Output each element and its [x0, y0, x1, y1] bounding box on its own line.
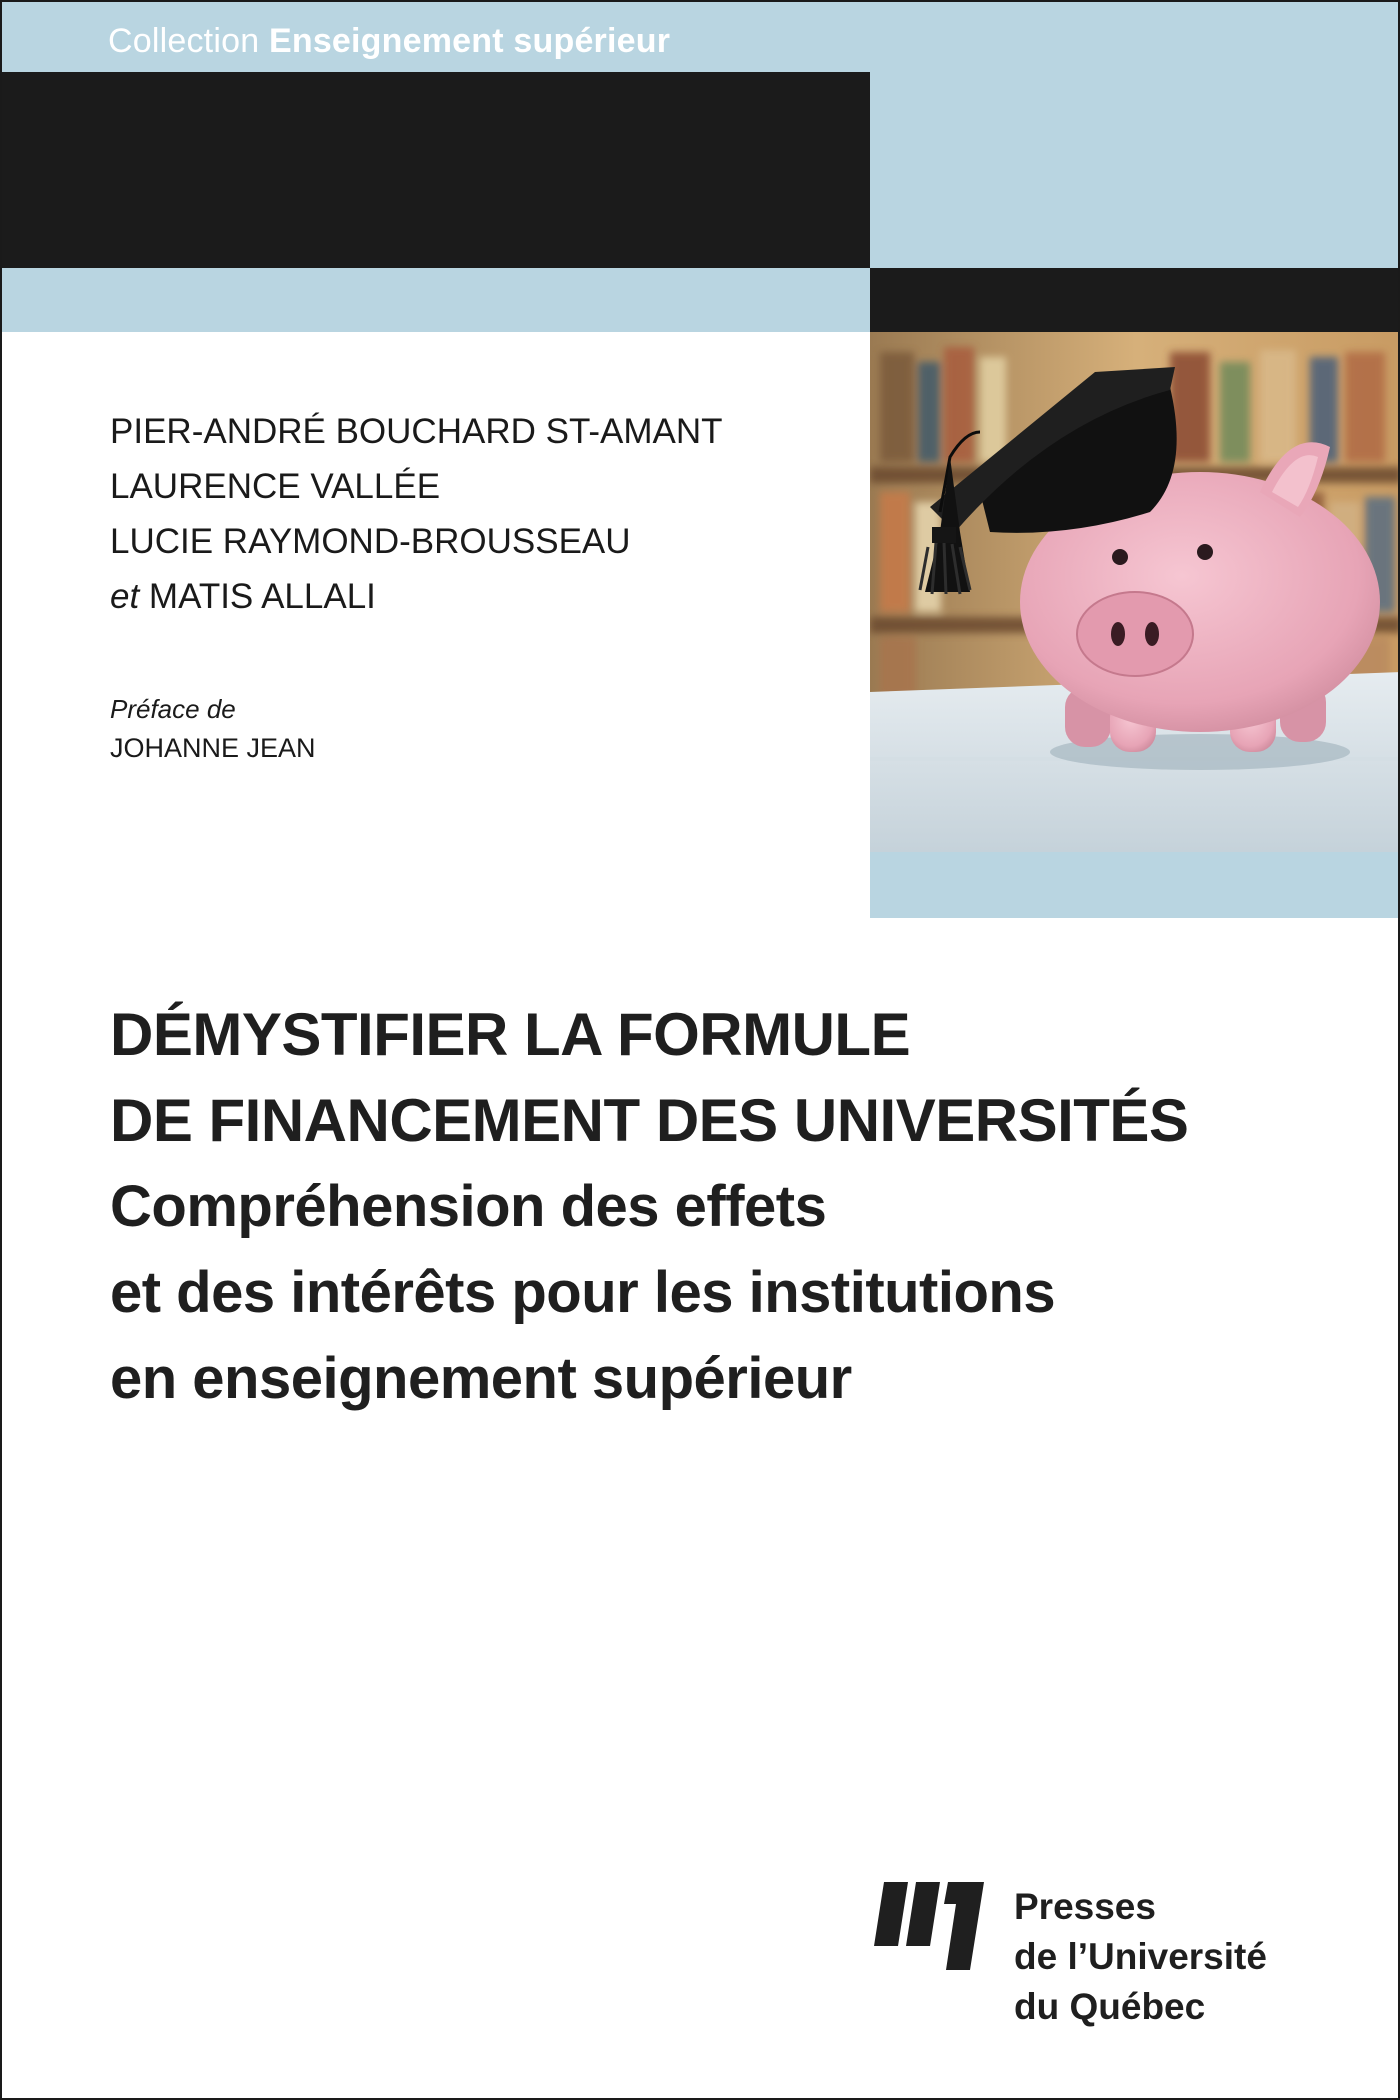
author-3: LUCIE RAYMOND-BROUSSEAU: [110, 522, 631, 561]
author-conjunction: et: [110, 577, 140, 616]
authors-block: [110, 404, 723, 624]
subtitle-line-2: et des intérêts pour les institutions: [110, 1260, 1056, 1325]
title-line-2: DE FINANCEMENT DES UNIVERSITÉS: [110, 1087, 1189, 1154]
collection-label: [108, 22, 670, 61]
publisher-name: [1014, 1882, 1267, 2032]
piggy-bank-photo: [870, 332, 1400, 852]
light-band-under-photo: [870, 852, 1400, 918]
collection-prefix: Collection: [108, 22, 260, 60]
author-4-line: [110, 569, 723, 624]
preface-author: JOHANNE JEAN: [110, 733, 316, 763]
publisher-line-3: du Québec: [1014, 1986, 1206, 2027]
preface-block: [110, 690, 316, 768]
publisher-line-2: de l’Université: [1014, 1936, 1267, 1977]
light-band-left: [2, 268, 870, 332]
subtitle-line-3: en enseignement supérieur: [110, 1346, 852, 1411]
dark-band-right: [870, 268, 1400, 332]
collection-name: Enseignement supérieur: [268, 22, 671, 60]
author-1: PIER-ANDRÉ BOUCHARD ST-AMANT: [110, 412, 723, 451]
light-block-right: [870, 2, 1400, 268]
title-block: [110, 992, 1188, 1422]
author-2: LAURENCE VALLÉE: [110, 467, 441, 506]
publisher-line-1: Presses: [1014, 1886, 1156, 1927]
title-line-1: DÉMYSTIFIER LA FORMULE: [110, 1001, 911, 1068]
publisher-block: [872, 1882, 1267, 2032]
author-4: MATIS ALLALI: [139, 577, 376, 616]
puq-logo-icon: [872, 1882, 984, 1970]
dark-band-left: [2, 72, 870, 268]
preface-label: Préface de: [110, 694, 236, 724]
subtitle-line-1: Compréhension des effets: [110, 1174, 827, 1239]
